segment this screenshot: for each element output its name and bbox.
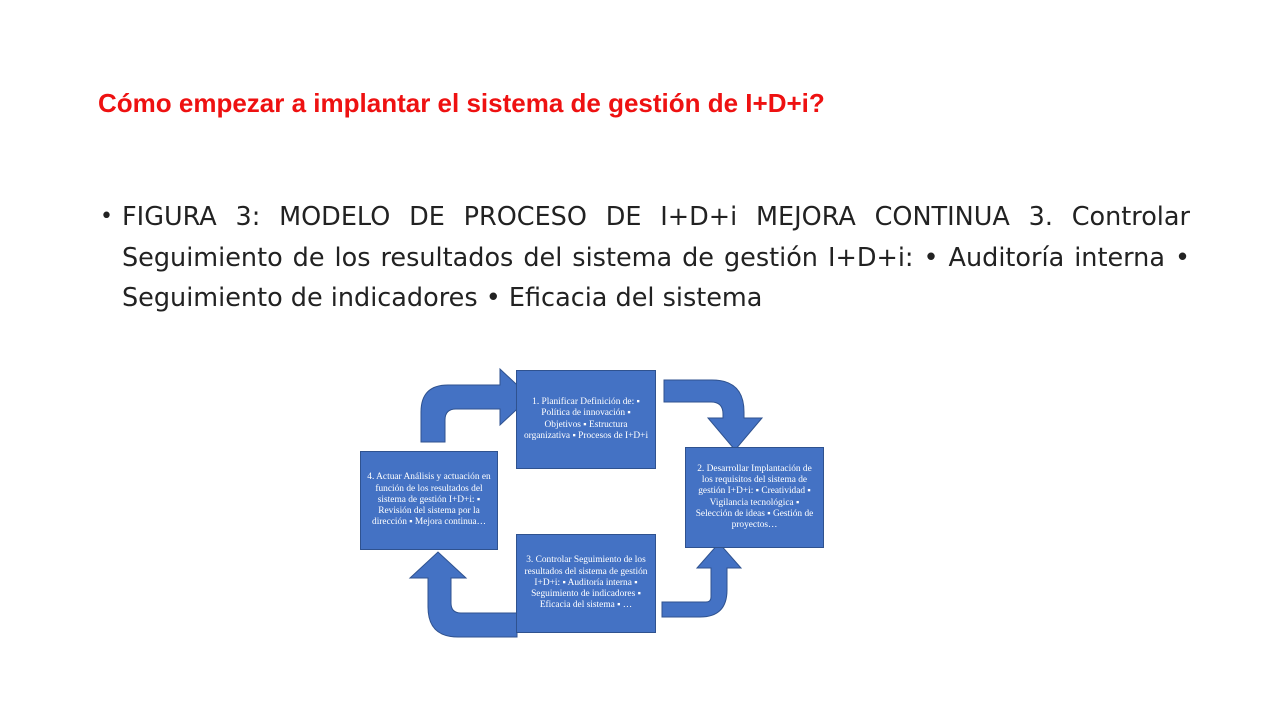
slide-title: Cómo empezar a implantar el sistema de gestión de I+D+i? bbox=[98, 88, 825, 118]
arrow-act-to-plan bbox=[421, 369, 530, 442]
arrow-do-to-check bbox=[662, 543, 741, 617]
box-do bbox=[685, 447, 824, 548]
box-check-text: 3. Controlar Seguimiento de los resultados del sistema de gestión I+D+i: ▪ Auditoría interna ▪ Seguimiento de indicadores ▪ Eficacia del sistema ▪ … bbox=[524, 555, 648, 611]
box-act bbox=[360, 451, 498, 550]
arrow-plan-to-do bbox=[664, 380, 762, 450]
box-check bbox=[516, 534, 656, 633]
box-do-text: 2. Desarrollar Implantación de los requisitos del sistema de gestión I+D+i: ▪ Creatividad ▪ Vigilancia tecnológica ▪ Selección de ideas ▪ Gestión de proyectos… bbox=[695, 463, 814, 530]
box-plan-text: 1. Planificar Definición de: ▪ Política de innovación ▪ Objetivos ▪ Estructura organizativa ▪ Procesos de I+D+i bbox=[523, 397, 649, 441]
box-act-text: 4. Actuar Análisis y actuación en función de los resultados del sistema de gestión I+D+i: ▪ Revisión del sistema por la dirección ▪ Mejora continua… bbox=[367, 472, 491, 528]
box-plan bbox=[516, 370, 656, 469]
bullet-marker: • bbox=[100, 204, 113, 229]
arrow-check-to-act bbox=[410, 552, 517, 637]
bullet-text: FIGURA 3: MODELO DE PROCESO DE I+D+i MEJORA CONTINUA 3. Controlar Seguimiento de los resultados del sistema de gestión I+D+i: • Auditoría interna • Seguimiento de indicadores • Eficacia del sistema bbox=[122, 202, 1190, 313]
